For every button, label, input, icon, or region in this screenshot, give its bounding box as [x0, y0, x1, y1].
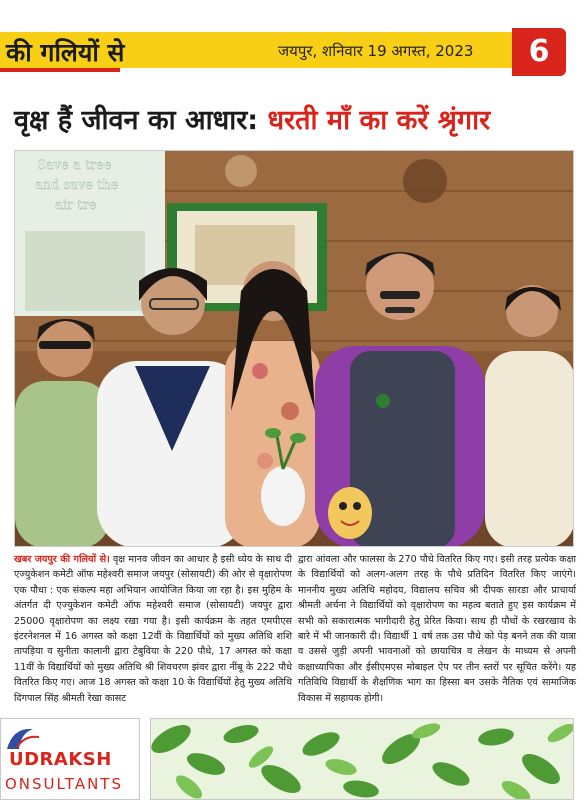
ad-rudraksh: [0, 718, 140, 800]
article-column-left: [14, 552, 292, 706]
slide-line-3: air tre: [55, 198, 97, 213]
headline-part1: वृक्ष हैं जीवन का आधार:: [14, 105, 259, 136]
article-column-right: [298, 552, 576, 706]
ad-brand-line1: UDRAKSH: [9, 749, 112, 770]
slide-line-1: Save a tree: [37, 158, 112, 173]
section-title: की गलियों से: [6, 38, 125, 67]
page-number: 6: [512, 28, 566, 76]
mascot-cutout: [328, 487, 372, 539]
article-text-right: द्वारा आंवला और फालसा के 270 पौधे वितरित किए गए। इसी तरह प्रत्येक कक्षा के विद्यार्थियों को अलग-अलग तरह के पौधे प्रतिदिन वितरित किए जाएंगे। माननीय मुख्य अतिथि महोदय, विद्यालय सचिव श्री दीपक सारडा और प्राचार्या श्रीमती अर्चना ने विद्यार्थियों को वृक्षारोपण का महत्व बताते हुए इस कार्यक्रम में सभी को सकारात्मक भागीदारी हेतु प्रेरित किया। साथ ही पौधों के रखरखाव के बारे में भी जानकारी दी। विद्यार्थी 1 वर्ष तक उस पौधे को पेड़ बनने तक की यात्रा व उससे जुड़ी अपनी भावनाओं को छायाचित्र व लेखन के माध्यम से अपनी कक्षाध्यापिका और ईसीएमएस मोबाइल ऐप पर तीन स्तरों पर सूचित करेंगे। यह गतिविधि विद्यार्थी के शैक्षणिक भाग का हिस्सा बन उसके नैतिक एवं सामाजिक विकास में सहायक होगी।: [298, 554, 576, 704]
ad-brand-line2: ONSULTANTS: [5, 775, 123, 793]
dateline: जयपुर, शनिवार 19 अगस्त, 2023: [278, 42, 474, 60]
headline: [14, 100, 580, 137]
page-header: [0, 32, 588, 82]
article-text-left: वृक्ष मानव जीवन का आधार है इसी ध्येय के साथ दी एज्युकेशन कमेटी ऑफ महेश्वरी समाज जयपुर (सोसायटी) की ओर से वृक्षारोपण एक पौधा : एक संकल्प महा अभियान आयोजित किया जा रहा है। इस मुहिम के अंतर्गत दी एज्युकेशन कमेटी ऑफ महेश्वरी समाज (सोसायटी) जयपुर द्वारा 25000 वृक्षारोपण का लक्ष्य रखा गया है। इसी कार्यक्रम के तहत एमपीएस इंटरनेशनल में 16 अगस्त को कक्षा 12वीं के विद्यार्थियों को मुख्य अतिथि शशि तापड़िया व सुनीता कालानी द्वारा टेबुविया के 220 पौधे, 17 अगस्त को कक्षा 11वीं के विद्यार्थियों को मुख्य अतिथि श्री शिवचरण झंवर द्वारा नींबू के 222 पौधे वितरित किए गए। आज 18 अगस्त को कक्षा 10 के विद्यार्थियों हेतु मुख्य अतिथि दिगपाल सिंह श्रीमती रेखा कासट: [14, 554, 292, 704]
article-byline: खबर जयपुर की गलियों से।: [14, 554, 110, 565]
ad-green-leaves: [150, 718, 574, 800]
leaves-illustration: [151, 719, 574, 800]
news-photo: [14, 150, 574, 547]
photo-illustration: [15, 151, 574, 547]
slide-line-2: and save the: [35, 178, 119, 193]
headline-part2: धरती माँ का करें श्रृंगार: [267, 105, 491, 136]
